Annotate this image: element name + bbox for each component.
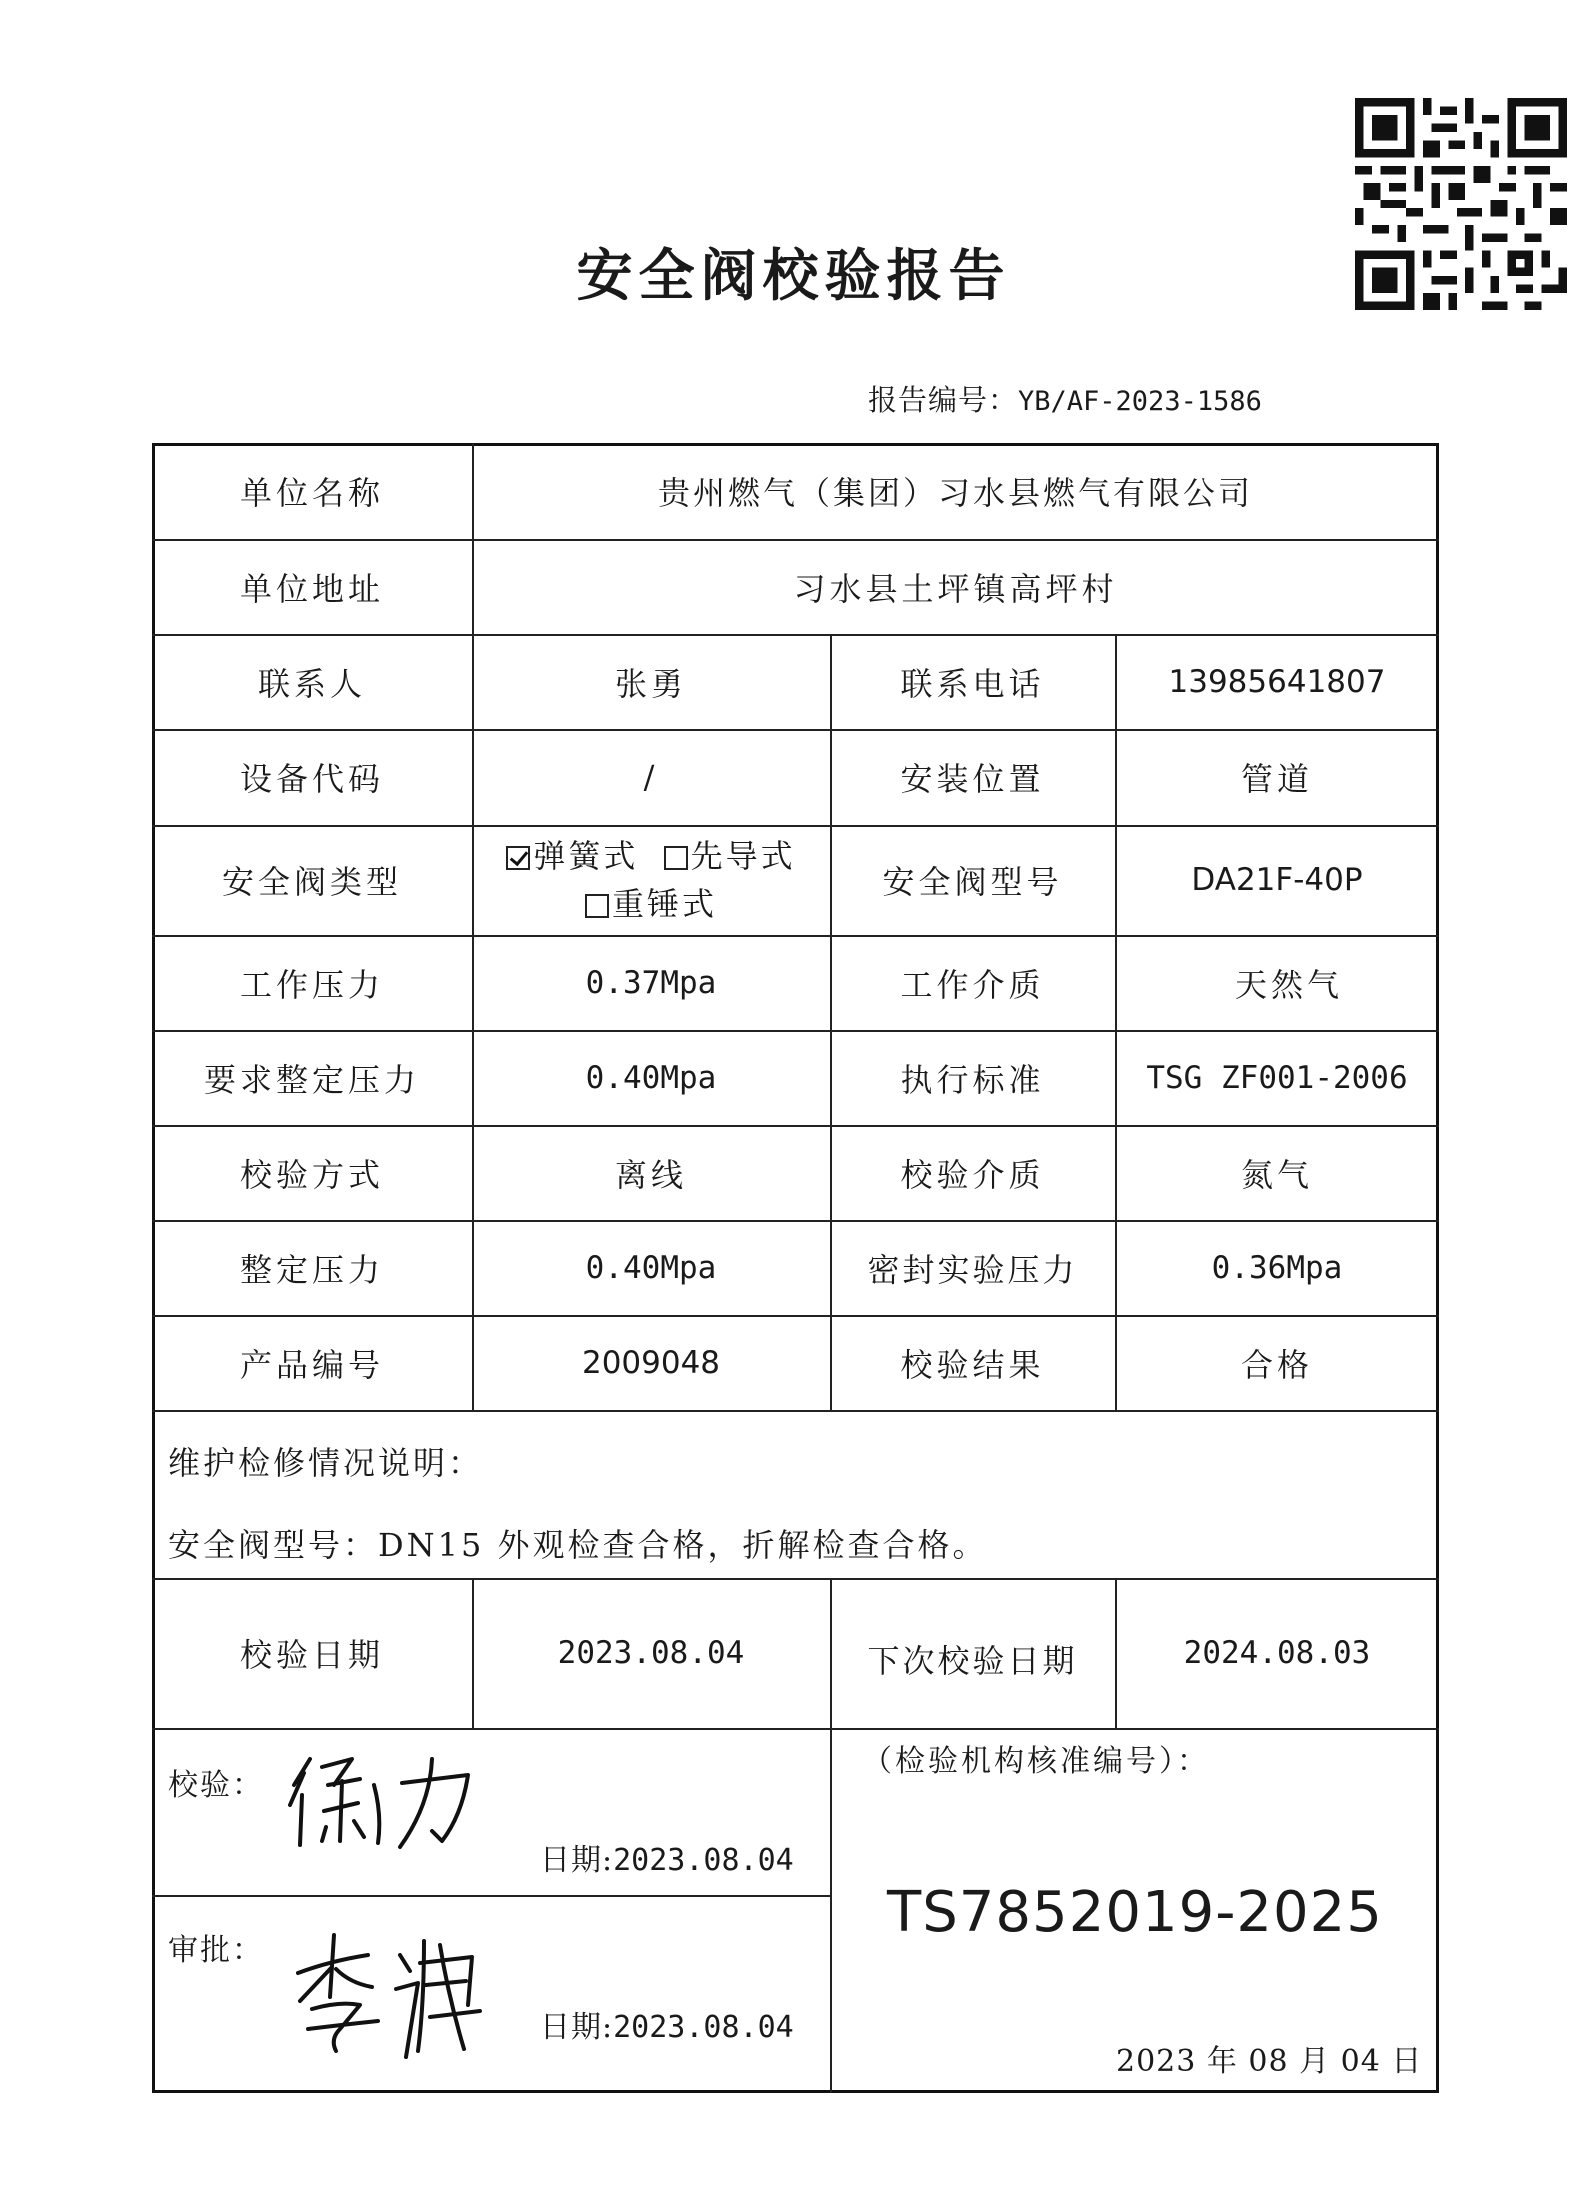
seal-test-pressure-label: 密封实验压力 [867,1250,1078,1289]
working-pressure-label: 工作压力 [239,965,384,1004]
valve-model-label: 安全阀型号 [882,863,1063,901]
working-medium-value: 天然气 [1234,965,1343,1004]
next-date-label: 下次校验日期 [867,1642,1078,1680]
unit-address-label: 单位地址 [239,569,384,608]
checker-date [540,1835,794,1879]
institution-label: （检验机构核准编号）： [862,1744,1210,1779]
seal-test-pressure-value: 0.36Mpa [1211,1249,1343,1286]
required-set-pressure-value: 0.40Mpa [585,1059,717,1096]
phone-value: 13985641807 [1168,663,1386,700]
approver-date [540,2002,794,2046]
checker-date-label: 日期: [540,1843,614,1878]
set-pressure-value: 0.40Mpa [585,1249,717,1286]
checkbox-icon [664,846,688,870]
check-medium-value: 氮气 [1240,1155,1313,1194]
valve-type-line-1 [506,832,795,880]
institution-approval-number: TS7852019-2025 [887,1880,1383,1945]
required-set-pressure-label: 要求整定压力 [203,1060,420,1099]
working-pressure-value: 0.37Mpa [585,964,717,1001]
phone-label: 联系电话 [900,664,1045,703]
result-label: 校验结果 [900,1345,1045,1384]
device-code-label: 设备代码 [239,760,384,798]
report-number-value: YB/AF-2023-1586 [1018,386,1262,417]
install-location-label: 安装位置 [900,760,1045,798]
product-no-value: 2009048 [581,1344,721,1381]
check-date-value: 2023.08.04 [557,1635,745,1671]
set-pressure-label: 整定压力 [239,1250,384,1289]
checker-signature [282,1745,482,1855]
approver-signature [290,1925,490,2065]
valve-type-option-label: 先导式 [690,837,796,875]
valve-type-option-pilot [664,837,796,875]
approver-label: 审批： [168,1933,264,1968]
standard-label: 执行标准 [900,1060,1045,1099]
valve-type-option-spring [506,837,638,875]
standard-value: TSG ZF001-2006 [1146,1059,1408,1096]
unit-address-value: 习水县土坪镇高坪村 [793,569,1118,608]
approver-date-label: 日期: [540,2010,614,2045]
approver-date-value: 2023.08.04 [613,2010,794,2045]
report-title: 安全阀校验报告 [576,243,1011,309]
valve-model-value: DA21F-40P [1191,862,1363,898]
checker-label: 校验： [168,1768,264,1803]
report-number-label: 报告编号： [868,383,1019,417]
contact-value: 张勇 [614,664,687,703]
working-medium-label: 工作介质 [900,965,1045,1004]
valve-type-option-weight [585,885,717,923]
unit-name-value: 贵州燃气（集团）习水县燃气有限公司 [657,474,1253,512]
maintenance-heading: 维护检修情况说明： [168,1444,484,1482]
install-location-value: 管道 [1240,760,1313,798]
unit-name-label: 单位名称 [239,474,384,512]
issue-date: 2023 年 08 月 04 日 [1116,2044,1423,2079]
result-value: 合格 [1240,1345,1313,1384]
maintenance-text: 安全阀型号：DN15 外观检查合格，折解检查合格。 [168,1526,988,1564]
valve-type-option-label: 重锤式 [611,885,717,923]
product-no-label: 产品编号 [239,1345,384,1384]
check-date-label: 校验日期 [239,1636,384,1674]
check-method-value: 离线 [614,1155,687,1194]
check-method-label: 校验方式 [239,1155,384,1194]
valve-type-line-2 [585,880,717,928]
check-medium-label: 校验介质 [900,1155,1045,1194]
report-number [868,378,1262,419]
valve-type-option-label: 弹簧式 [533,837,639,875]
contact-label: 联系人 [257,664,366,703]
valve-type-options [472,825,830,935]
valve-type-label: 安全阀类型 [221,863,402,901]
device-code-value: / [643,758,659,796]
checked-checkbox-icon [506,846,530,870]
checkbox-icon [585,894,609,918]
checker-date-value: 2023.08.04 [613,1843,794,1878]
next-date-value: 2024.08.03 [1183,1635,1371,1671]
